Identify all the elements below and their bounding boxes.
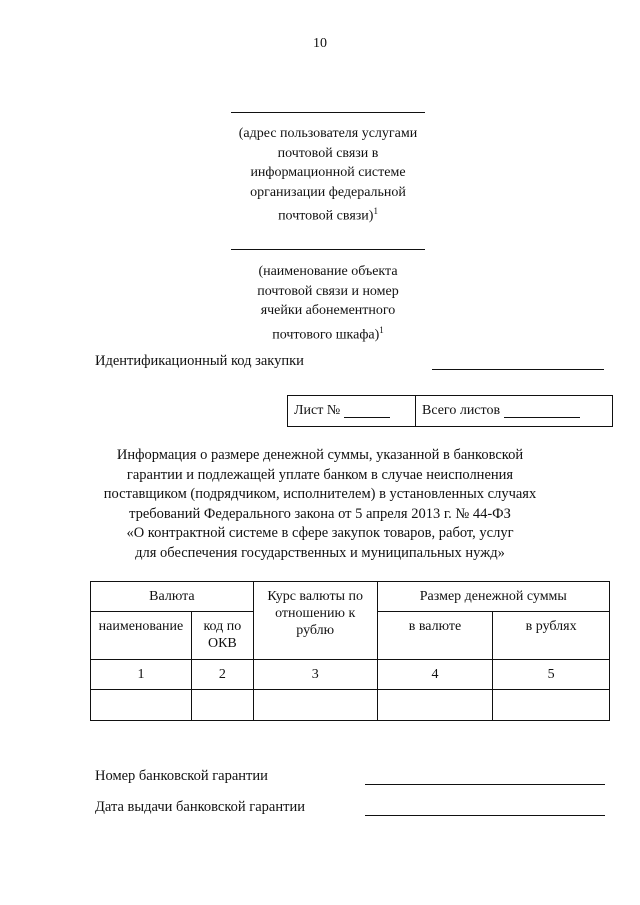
total-sheets-cell bbox=[416, 396, 612, 426]
address-caption-line: почтовой связи в bbox=[277, 145, 379, 161]
amount-header: Размер денежной суммы bbox=[377, 582, 609, 612]
sheet-number-label: Лист № bbox=[294, 403, 341, 418]
total-sheets-field[interactable] bbox=[504, 404, 580, 418]
info-title-line: для обеспечения государственных и муниципальных нужд» bbox=[135, 544, 505, 561]
sheet-number-field[interactable] bbox=[344, 404, 390, 418]
address-blank-line[interactable] bbox=[231, 112, 425, 113]
guarantee-number-field[interactable] bbox=[365, 784, 605, 785]
guarantee-date-label: Дата выдачи банковской гарантии bbox=[95, 799, 305, 815]
address-caption-line: (адрес пользователя услугами bbox=[238, 126, 418, 141]
object-caption-line: почтового шкафа) bbox=[272, 327, 380, 343]
info-title-line: требований Федерального закона от 5 апреля 2013 г. № 44-ФЗ bbox=[129, 505, 511, 522]
column-number: 2 bbox=[191, 660, 253, 690]
object-blank-line[interactable] bbox=[231, 249, 425, 250]
sheet-number-cell bbox=[288, 396, 416, 426]
object-caption-line: (наименование объекта bbox=[258, 264, 398, 279]
info-title-line: поставщиком (подрядчиком, исполнителем) в установленных случаях bbox=[103, 486, 537, 502]
info-title-line: гарантии и подлежащей уплате банком в случае неисполнения bbox=[126, 466, 514, 483]
footnote-mark: 1 bbox=[379, 324, 384, 335]
address-caption-line: почтовой связи) bbox=[278, 208, 374, 224]
currency-header: Валюта bbox=[91, 582, 254, 612]
procurement-code-label: Идентификационный код закупки bbox=[95, 353, 304, 369]
okv-code-header: код по ОКВ bbox=[191, 612, 253, 660]
procurement-code-field[interactable] bbox=[432, 369, 604, 370]
object-caption bbox=[205, 262, 451, 345]
currency-name-cell[interactable] bbox=[91, 690, 192, 721]
page-number: 10 bbox=[313, 36, 327, 51]
currency-table bbox=[90, 581, 610, 721]
okv-code-cell[interactable] bbox=[191, 690, 253, 721]
rate-header: Курс валюты по отношению к рублю bbox=[253, 582, 377, 660]
amount-in-rubles-header: в рублях bbox=[493, 612, 610, 660]
info-title bbox=[60, 446, 580, 563]
column-number: 3 bbox=[253, 660, 377, 690]
total-sheets-label: Всего листов bbox=[422, 403, 501, 418]
rate-cell[interactable] bbox=[253, 690, 377, 721]
amount-in-currency-cell[interactable] bbox=[377, 690, 493, 721]
info-title-line: Информация о размере денежной суммы, указанной в банковской bbox=[116, 447, 524, 463]
address-caption bbox=[205, 124, 451, 226]
info-title-line: «О контрактной системе в сфере закупок товаров, работ, услуг bbox=[126, 525, 514, 541]
object-caption-line: почтовой связи и номер bbox=[257, 283, 399, 299]
amount-in-currency-header: в валюте bbox=[377, 612, 493, 660]
amount-in-rubles-cell[interactable] bbox=[493, 690, 610, 721]
footnote-mark: 1 bbox=[373, 206, 378, 216]
address-caption-line: организации федеральной bbox=[250, 184, 406, 200]
object-caption-line: ячейки абонементного bbox=[260, 303, 396, 318]
guarantee-number-label: Номер банковской гарантии bbox=[95, 768, 268, 784]
sheet-counter-box bbox=[287, 395, 613, 427]
column-number: 1 bbox=[91, 660, 192, 690]
column-number: 5 bbox=[493, 660, 610, 690]
guarantee-date-field[interactable] bbox=[365, 815, 605, 816]
column-number: 4 bbox=[377, 660, 493, 690]
address-caption-line: информационной системе bbox=[250, 165, 406, 180]
currency-name-header: наименование bbox=[91, 612, 192, 660]
